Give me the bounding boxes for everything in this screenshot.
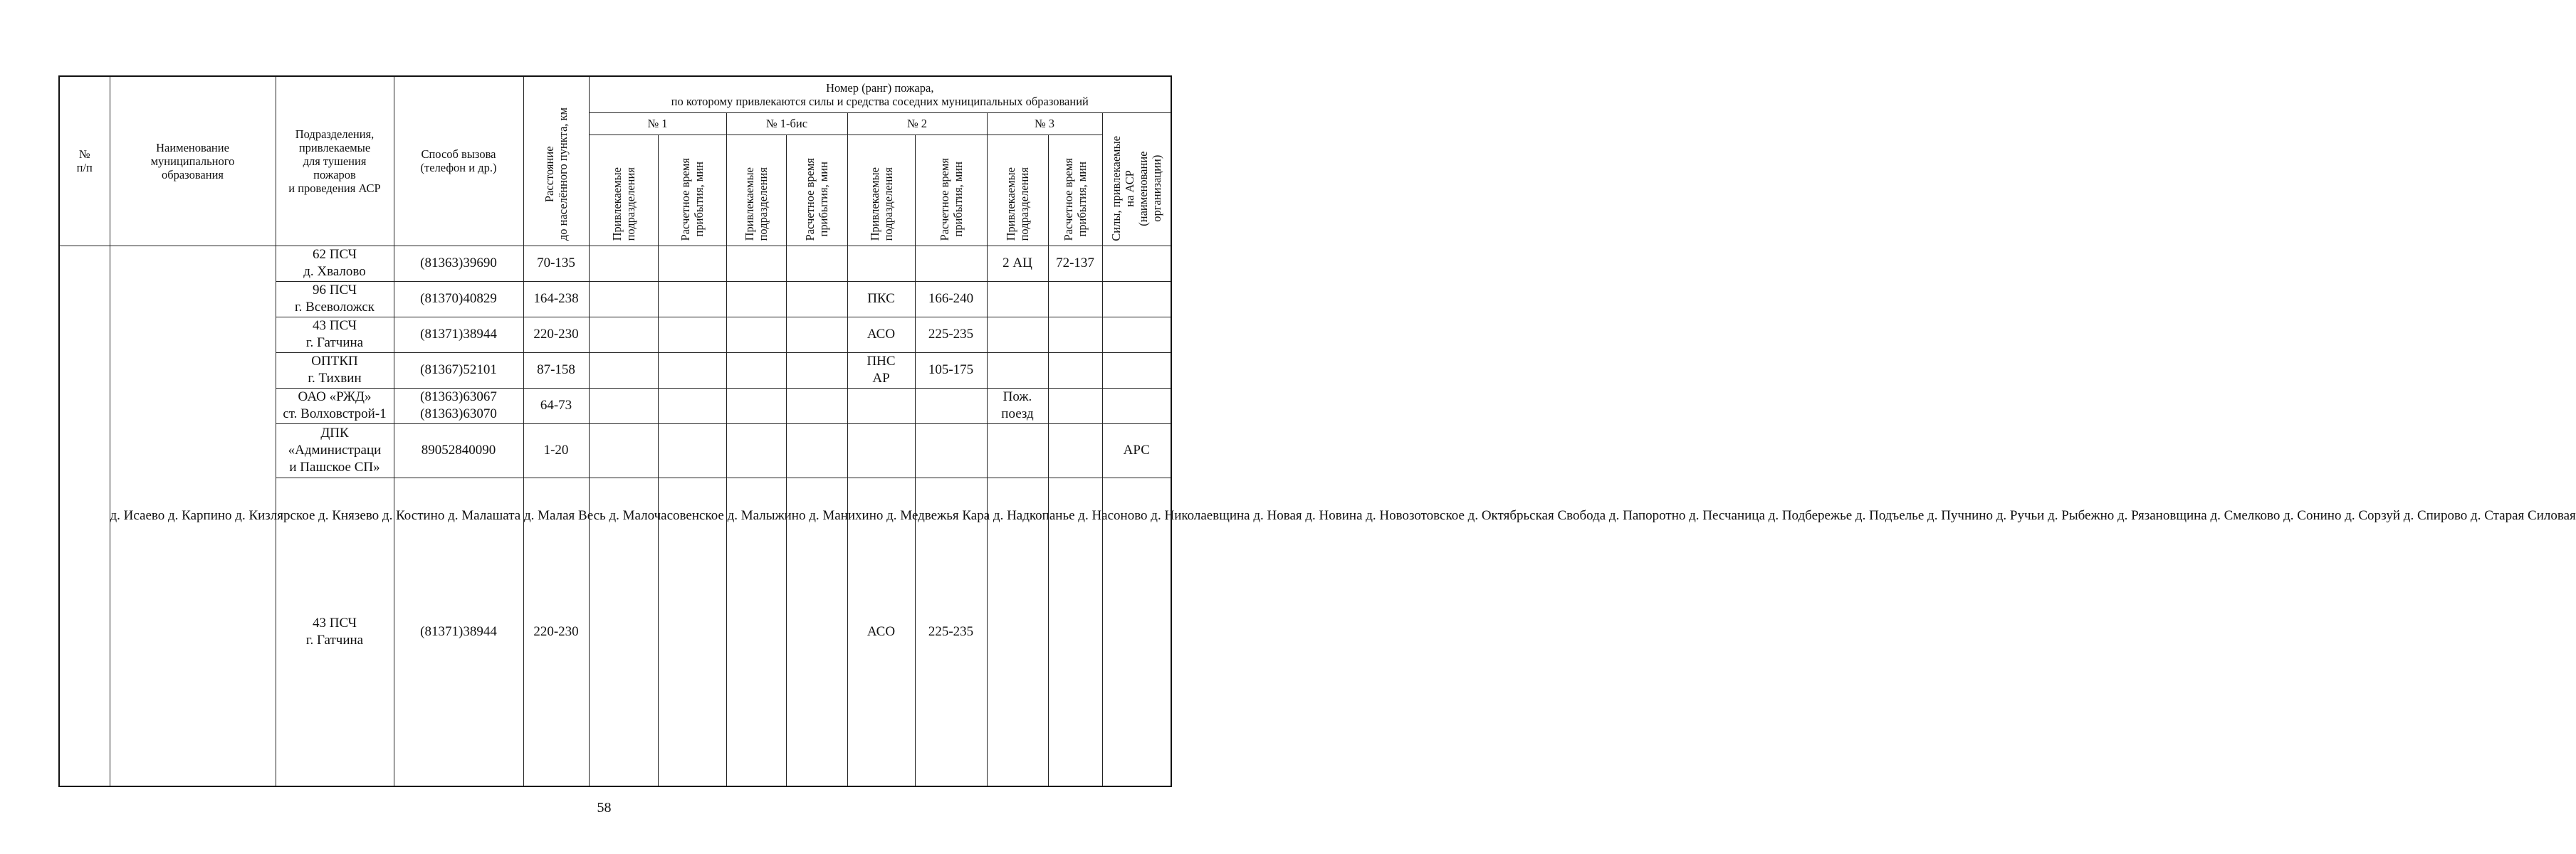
distance-cell: 87-158 — [523, 352, 589, 388]
r1-time-cell — [658, 317, 726, 352]
distance-cell: 220-230 — [523, 478, 589, 786]
header-r1b-time: Расчетное время прибытия, мин — [786, 135, 847, 246]
r2-units-cell: ПКС — [847, 281, 915, 317]
r2-units-cell: АСО — [847, 478, 915, 786]
unit-cell: 43 ПСЧ г. Гатчина — [276, 478, 394, 786]
r1-time-cell — [658, 352, 726, 388]
r1b-time-cell — [786, 388, 847, 423]
r3-units-cell: 2 АЦ — [987, 246, 1048, 281]
header-rank-2: № 2 — [847, 112, 987, 135]
asr-cell: АРС — [1102, 423, 1171, 478]
header-rank-1: № 1 — [589, 112, 726, 135]
header-distance-wrap — [524, 77, 589, 246]
distance-cell: 70-135 — [523, 246, 589, 281]
distance-cell: 164-238 — [523, 281, 589, 317]
r1b-units-cell — [726, 352, 786, 388]
unit-cell: 96 ПСЧ г. Всеволожск — [276, 281, 394, 317]
page-number: 58 — [597, 800, 612, 816]
r3-time-cell — [1048, 281, 1102, 317]
header-call-method: Способ вызова (телефон и др.) — [394, 76, 523, 246]
distance-cell: 64-73 — [523, 388, 589, 423]
r2-time-cell: 105-175 — [915, 352, 987, 388]
header-fire-rank: Номер (ранг) пожара, по которому привлекаются силы и средства соседних муниципальных образований — [589, 76, 1171, 112]
r1b-time-cell — [786, 478, 847, 786]
asr-cell — [1102, 478, 1171, 786]
r1-units-cell — [589, 423, 658, 478]
header-r3-time: Расчетное время прибытия, мин — [1048, 135, 1102, 246]
asr-cell — [1102, 317, 1171, 352]
call-cell: 89052840090 — [394, 423, 523, 478]
r1-time-cell — [658, 478, 726, 786]
header-units: Подразделения, привлекаемые для тушения пожаров и проведения АСР — [276, 76, 394, 246]
call-cell: (81371)38944 — [394, 317, 523, 352]
r2-time-cell — [915, 388, 987, 423]
call-cell: (81363)63067 (81363)63070 — [394, 388, 523, 423]
r1b-units-cell — [726, 423, 786, 478]
settlements-list: д. Исаево д. Карпино д. Кизлярское д. Князево д. Костино д. Малашата д. Малая Весь д. Малочасовенское д. Малыжино д. Манихино д. Медвежья Кара д. Надкопанье д. Насоново д. Николаевщина д. Новая д. Новина д. Новозотовское д. Октябрьская Свобода д. Папоротно д. Песчаница д. Подбережье д. Подъелье д. Пучнино д. Ручьи д. Рыбежно д. Рязановщина д. Смелково д. Сонино д. Сорзуй д. Спирово д. Старая Силовая — [110, 246, 276, 786]
header-asr-wrap — [1103, 113, 1171, 246]
distance-cell: 1-20 — [523, 423, 589, 478]
header-r2-units: Привлекаемые подразделения — [847, 135, 915, 246]
r1b-time-cell — [786, 246, 847, 281]
header-rank-1-bis: № 1-бис — [726, 112, 847, 135]
call-cell: (81371)38944 — [394, 478, 523, 786]
header-distance-text: Расстояние до населённого пункта, км — [543, 107, 570, 241]
r1b-units-cell — [726, 281, 786, 317]
r3-time-cell: 72-137 — [1048, 246, 1102, 281]
r3-units-cell — [987, 478, 1048, 786]
header-r1b-units: Привлекаемые подразделения — [726, 135, 786, 246]
header-r1-time: Расчетное время прибытия, мин — [658, 135, 726, 246]
r3-time-cell — [1048, 388, 1102, 423]
header-asr-forces — [1102, 112, 1171, 246]
r3-time-cell — [1048, 478, 1102, 786]
r2-units-cell — [847, 246, 915, 281]
r2-time-cell: 225-235 — [915, 317, 987, 352]
distance-cell: 220-230 — [523, 317, 589, 352]
asr-cell — [1102, 352, 1171, 388]
header-rank-3: № 3 — [987, 112, 1102, 135]
header-distance — [523, 76, 589, 246]
asr-cell — [1102, 246, 1171, 281]
fire-forces-table — [58, 75, 2576, 787]
unit-cell: ОАО «РЖД» ст. Волховстрой-1 — [276, 388, 394, 423]
unit-cell: 43 ПСЧ г. Гатчина — [276, 317, 394, 352]
header-num: № п/п — [59, 76, 110, 246]
header-municipality-name: Наименование муниципального образования — [110, 76, 276, 246]
r3-units-cell — [987, 281, 1048, 317]
r2-time-cell: 225-235 — [915, 478, 987, 786]
r2-units-cell: ПНС АР — [847, 352, 915, 388]
r3-time-cell — [1048, 352, 1102, 388]
asr-cell — [1102, 388, 1171, 423]
r1-time-cell — [658, 281, 726, 317]
r1-units-cell — [589, 388, 658, 423]
unit-cell: 62 ПСЧ д. Хвалово — [276, 246, 394, 281]
r3-units-cell — [987, 423, 1048, 478]
r1b-time-cell — [786, 281, 847, 317]
r2-time-cell — [915, 423, 987, 478]
call-cell: (81370)40829 — [394, 281, 523, 317]
r1b-time-cell — [786, 317, 847, 352]
r3-units-cell — [987, 352, 1048, 388]
unit-cell: ОПТКП г. Тихвин — [276, 352, 394, 388]
r3-time-cell — [1048, 317, 1102, 352]
r2-units-cell — [847, 423, 915, 478]
header-r2-time: Расчетное время прибытия, мин — [915, 135, 987, 246]
r3-time-cell — [1048, 423, 1102, 478]
r1-units-cell — [589, 246, 658, 281]
unit-cell: ДПК «Администраци и Пашское СП» — [276, 423, 394, 478]
r1-units-cell — [589, 281, 658, 317]
r1-units-cell — [589, 478, 658, 786]
header-r3-units: Привлекаемые подразделения — [987, 135, 1048, 246]
r1b-units-cell — [726, 317, 786, 352]
r2-units-cell: АСО — [847, 317, 915, 352]
r1-time-cell — [658, 423, 726, 478]
asr-cell — [1102, 281, 1171, 317]
r2-time-cell — [915, 246, 987, 281]
r1b-units-cell — [726, 246, 786, 281]
r1b-units-cell — [726, 478, 786, 786]
r1-time-cell — [658, 388, 726, 423]
r1b-time-cell — [786, 423, 847, 478]
r3-units-cell: Пож. поезд — [987, 388, 1048, 423]
r1-time-cell — [658, 246, 726, 281]
call-cell: (81363)39690 — [394, 246, 523, 281]
r1b-time-cell — [786, 352, 847, 388]
header-asr-text: Силы, привлекаемые на АСР (наименование организации) — [1109, 135, 1164, 241]
r2-units-cell — [847, 388, 915, 423]
r1-units-cell — [589, 317, 658, 352]
header-r1-units: Привлекаемые подразделения — [589, 135, 658, 246]
r1-units-cell — [589, 352, 658, 388]
r1b-units-cell — [726, 388, 786, 423]
r2-time-cell: 166-240 — [915, 281, 987, 317]
table-row — [59, 246, 1171, 281]
r3-units-cell — [987, 317, 1048, 352]
row-number-cell — [59, 246, 110, 786]
call-cell: (81367)52101 — [394, 352, 523, 388]
